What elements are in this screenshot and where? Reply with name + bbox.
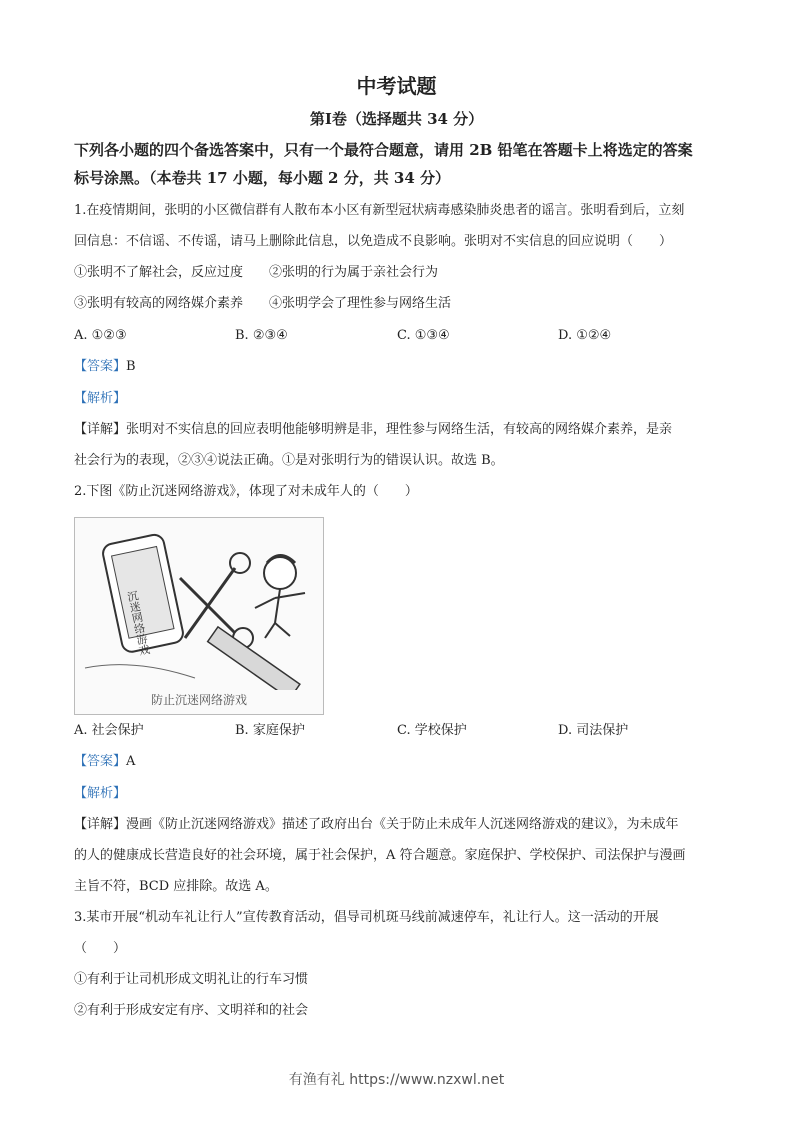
section-subtitle: 第Ⅰ卷（选择题共 34 分） bbox=[309, 110, 484, 128]
cartoon-figure bbox=[74, 517, 324, 715]
q1-analysis-tag: 【解析】 bbox=[74, 391, 127, 406]
q3-stem-line-2: （ ） bbox=[74, 941, 127, 956]
q3-stem-line-1: 3.某市开展“机动车礼让行人”宣传教育活动，倡导司机斑马线前减速停车，礼让行人。这一活动的开展 bbox=[74, 910, 659, 925]
q2-option-c: C. 学校保护 bbox=[397, 723, 467, 738]
instruction-line-1: 下列各小题的四个备选答案中，只有一个最符合题意，请用 2B 铅笔在答题卡上将选定的答案 bbox=[74, 141, 693, 159]
detail-text: 漫画《防止沉迷网络游戏》描述了政府出台《关于防止未成年人沉迷网络游戏的建议》，为未成年 bbox=[126, 817, 679, 832]
answer-tag: 【答案】 bbox=[74, 359, 127, 374]
q1-detail-line-2: 社会行为的表现，②③④说法正确。①是对张明行为的错误认识。故选 B。 bbox=[74, 453, 504, 468]
footer-watermark: 有渔有礼 https://www.nzxwl.net bbox=[288, 1072, 505, 1088]
q2-stem: 2.下图《防止沉迷网络游戏》，体现了对未成年人的（ ） bbox=[74, 484, 418, 499]
detail-text: 张明对不实信息的回应表明他能够明辨是非，理性参与网络生活，有较高的网络媒介素养，是亲 bbox=[126, 422, 673, 437]
q1-statements-line-1: ①张明不了解社会，反应过度 ②张明的行为属于亲社会行为 bbox=[74, 265, 439, 280]
q2-option-b: B. 家庭保护 bbox=[235, 723, 305, 738]
answer-tag: 【答案】 bbox=[74, 754, 127, 769]
q2-option-a: A. 社会保护 bbox=[74, 723, 144, 738]
q3-statement-2: ②有利于形成安定有序、文明祥和的社会 bbox=[74, 1003, 309, 1018]
q1-stem-line-2: 回信息：不信谣、不传谣，请马上删除此信息，以免造成不良影响。张明对不实信息的回应说明（ ） bbox=[74, 234, 673, 249]
answer-value: B bbox=[126, 359, 136, 374]
detail-tag: 【详解】 bbox=[74, 422, 127, 437]
q1-detail-line-1 bbox=[74, 420, 734, 440]
q2-answer bbox=[74, 752, 734, 772]
q1-stem-line-1: 1.在疫情期间，张明的小区微信群有人散布本小区有新型冠状病毒感染肺炎患者的谣言。张明看到后，立刻 bbox=[74, 203, 685, 218]
q1-statements-line-2: ③张明有较高的网络媒介素养 ④张明学会了理性参与网络生活 bbox=[74, 296, 452, 311]
q2-detail-line-1 bbox=[74, 815, 734, 835]
cartoon-illustration bbox=[75, 518, 323, 690]
figure-caption: 防止沉迷网络游戏 bbox=[150, 693, 247, 707]
q1-answer bbox=[74, 357, 734, 377]
child-drawing bbox=[255, 556, 305, 639]
phone-text: 沉迷网络游戏 bbox=[124, 589, 152, 657]
instruction-line-2: 标号涂黑。（本卷共 17 小题，每小题 2 分，共 34 分） bbox=[74, 169, 451, 187]
q1-option-c: C. ①③④ bbox=[397, 328, 450, 343]
q3-statement-1: ①有利于让司机形成文明礼让的行车习惯 bbox=[74, 972, 309, 987]
page-title: 中考试题 bbox=[356, 74, 437, 98]
q2-analysis-tag: 【解析】 bbox=[74, 786, 127, 801]
q1-option-d: D. ①②④ bbox=[558, 328, 612, 343]
q1-option-a: A. ①②③ bbox=[74, 328, 127, 343]
answer-value: A bbox=[126, 754, 136, 769]
q1-option-b: B. ②③④ bbox=[235, 328, 288, 343]
q2-detail-line-3: 主旨不符，BCD 应排除。故选 A。 bbox=[74, 879, 278, 894]
q2-option-d: D. 司法保护 bbox=[558, 723, 629, 738]
detail-tag: 【详解】 bbox=[74, 817, 127, 832]
q2-detail-line-2: 的人的健康成长营造良好的社会环境，属于社会保护，A 符合题意。家庭保护、学校保护、司法保护与漫画 bbox=[74, 848, 686, 863]
